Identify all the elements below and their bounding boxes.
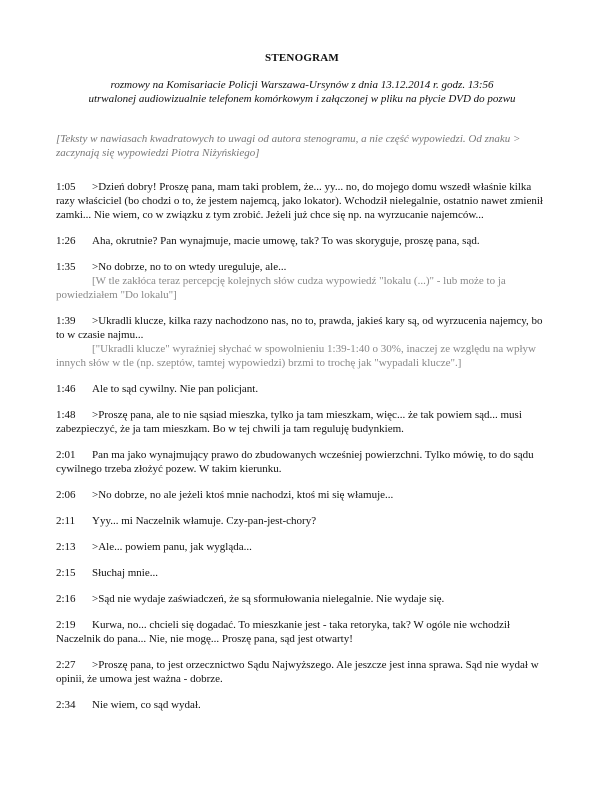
- utterance: Pan ma jako wynajmujący prawo do zbudowanych wcześniej powierzchni. Tylko mówię, to do sądu cywilnego trzeba złożyć pozew. W takim kierunku.: [56, 449, 534, 475]
- document-subtitle: [56, 78, 548, 106]
- transcript-entry: [56, 566, 548, 580]
- transcript-entry: [56, 448, 548, 476]
- timestamp: 2:13: [56, 541, 76, 553]
- document-title: STENOGRAM: [265, 52, 339, 64]
- transcript-entry: [56, 592, 548, 606]
- timestamp: 1:26: [56, 235, 76, 247]
- transcript-entry: [56, 514, 548, 528]
- transcript-entry: [56, 260, 548, 302]
- timestamp: 2:27: [56, 659, 76, 671]
- timestamp: 2:15: [56, 567, 76, 579]
- transcript-entry: [56, 180, 548, 222]
- transcript-entry: [56, 488, 548, 502]
- subtitle-line-2: utrwalonej audiowizualnie telefonem komórkowym i załączonej w pliku na płycie DVD do pozwu: [88, 93, 516, 105]
- utterance: >Dzień dobry! Proszę pana, mam taki problem, że... yy... no, do mojego domu wszedł właśnie kilka razy właściciel (bo chodzi o to, że jestem najemcą, jako lokator). Wchodził nielegalnie, ostatnio nawet zmienił zamki... Nie wiem, co w związku z tym zrobić. Jeżeli już chce się np. na wyrzucanie najemców...: [56, 181, 543, 221]
- transcript-entry: [56, 234, 548, 248]
- transcript-entry: [56, 314, 548, 370]
- transcript: [56, 180, 548, 724]
- utterance: Aha, okrutnie? Pan wynajmuje, macie umowę, tak? To was skoryguje, proszę pana, sąd.: [92, 235, 480, 247]
- subtitle-line-1: rozmowy na Komisariacie Policji Warszawa-Ursynów z dnia 13.12.2014 r. godz. 13:56: [110, 79, 494, 91]
- utterance: Nie wiem, co sąd wydał.: [92, 699, 201, 711]
- utterance: Yyy... mi Naczelnik włamuje. Czy-pan-jest-chory?: [92, 515, 317, 527]
- utterance: Kurwa, no... chcieli się dogadać. To mieszkanie jest - taka retoryka, tak? W ogóle nie wchodził Naczelnik do pana... Nie, nie mogę... Proszę pana, sąd jest otwarty!: [56, 619, 511, 645]
- timestamp: 2:11: [56, 515, 76, 527]
- author-comment: ["Ukradli klucze" wyraźniej słychać w spowolnieniu 1:39-1:40 o 30%, inaczej ze względu na wpływ innych słów w tle (np. szeptów, tamtej wypowiedzi) brzmi to trochę jak "wypadali klucze".]: [56, 343, 536, 369]
- transcript-entry: [56, 698, 548, 712]
- timestamp: 2:06: [56, 489, 76, 501]
- transcript-entry: [56, 658, 548, 686]
- timestamp: 1:48: [56, 409, 76, 421]
- transcript-entry: [56, 382, 548, 396]
- timestamp: 1:05: [56, 181, 76, 193]
- timestamp: 2:34: [56, 699, 76, 711]
- author-comment: [W tle zakłóca teraz percepcję kolejnych słów cudza wypowiedź "lokalu (...)" - lub może to ja powiedziałem "Do lokalu"]: [56, 275, 506, 301]
- utterance: >No dobrze, no to on wtedy ureguluje, ale...: [92, 261, 287, 273]
- transcript-entry: [56, 408, 548, 436]
- timestamp: 2:01: [56, 449, 76, 461]
- utterance: >Sąd nie wydaje zaświadczeń, że są sformułowania nielegalnie. Nie wydaje się.: [92, 593, 445, 605]
- timestamp: 1:46: [56, 383, 76, 395]
- transcript-entry: [56, 618, 548, 646]
- utterance: >Ale... powiem panu, jak wygląda...: [92, 541, 252, 553]
- timestamp: 2:16: [56, 593, 76, 605]
- utterance: >Ukradli klucze, kilka razy nachodzono nas, no to, prawda, jakieś kary są, od wyrzucenia najemcy, bo to w czasie najmu...: [56, 315, 543, 341]
- utterance: Ale to sąd cywilny. Nie pan policjant.: [92, 383, 259, 395]
- timestamp: 1:35: [56, 261, 76, 273]
- timestamp: 2:19: [56, 619, 76, 631]
- utterance: >No dobrze, no ale jeżeli ktoś mnie nachodzi, ktoś mi się włamuje...: [92, 489, 394, 501]
- transcript-entry: [56, 540, 548, 554]
- utterance: >Proszę pana, ale to nie sąsiad mieszka, tylko ja tam mieszkam, więc... że tak powiem sąd... musi zabezpieczyć, że ja tam mieszkam. Bo w tej chwili ja tam reguluję budynkiem.: [56, 409, 522, 435]
- author-note: [Teksty w nawiasach kwadratowych to uwagi od autora stenogramu, a nie część wypowiedzi. Od znaku > zaczynają się wypowiedzi Piotra Niżyńskiego]: [56, 133, 521, 159]
- utterance: Słuchaj mnie...: [92, 567, 158, 579]
- utterance: >Proszę pana, to jest orzecznictwo Sądu Najwyższego. Ale jeszcze jest inna sprawa. Sąd nie wydał w opinii, że umowa jest ważna - dobrze.: [56, 659, 539, 685]
- timestamp: 1:39: [56, 315, 76, 327]
